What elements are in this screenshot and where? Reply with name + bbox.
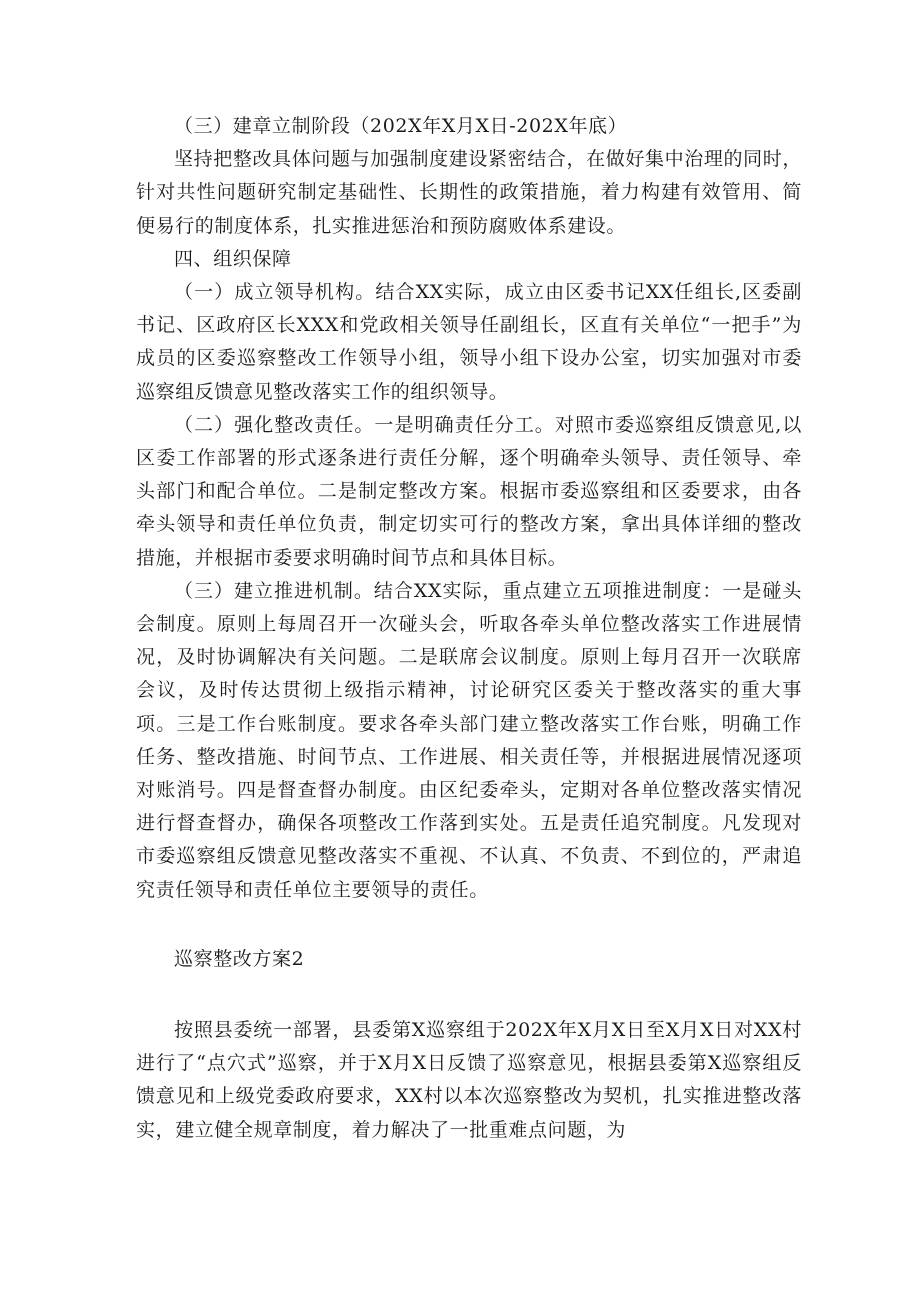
paragraph-plan-two-intro: 按照县委统一部署，县委第X巡察组于202X年X月X日至X月X日对XX村进行了“点穴式”巡察，并于X月X日反馈了巡察意见，根据县委第X巡察组反馈意见和上级党委政府要求，XX村以本次巡察整改为契机，扎实推进整改落实，建立健全规章制度，着力解决了一批重难点问题，为: [136, 1019, 802, 1141]
paragraph-mechanism: （三）建立推进机制。结合XX实际，重点建立五项推进制度：一是碰头会制度。原则上每周召开一次碰头会，听取各牵头单位整改落实工作进展情况，及时协调解决有关问题。二是联席会议制度。原则上每月召开一次联席会议，及时传达贯彻上级指示精神，讨论研究区委关于整改落实的重大事项。三是工作台账制度。要求各牵头部门建立整改落实工作台账，明确工作任务、整改措施、时间节点、工作进展、相关责任等，并根据进展情况逐项对账消号。四是督查督办制度。由区纪委牵头，定期对各单位整改落实情况进行督查督办，确保各项整改工作落到实处。五是责任追究制度。凡发现对市委巡察组反馈意见整改落实不重视、不认真、不负责、不到位的，严肃追究责任领导和责任单位主要领导的责任。: [136, 579, 802, 901]
heading-organization: 四、组织保障: [174, 247, 292, 270]
section-spacer: [136, 976, 802, 1014]
paragraph-leadership: （一）成立领导机构。结合XX实际，成立由区委书记XX任组长,区委副书记、区政府区长XXX和党政相关领导任副组长，区直有关单位“一把手”为成员的区委巡察整改工作领导小组，领导小组下设办公室，切实加强对市委巡察组反馈意见整改落实工作的组织领导。: [136, 281, 802, 403]
section-title: 巡察整改方案2: [174, 947, 305, 970]
paragraph-phase-three-body: 坚持把整改具体问题与加强制度建设紧密结合，在做好集中治理的同时，针对共性问题研究制定基础性、长期性的政策措施，着力构建有效管用、简便易行的制度体系，扎实推进惩治和预防腐败体系建设。: [136, 148, 802, 237]
section-spacer: [136, 907, 802, 943]
paragraph-responsibility: （二）强化整改责任。一是明确责任分工。对照市委巡察组反馈意见,以区委工作部署的形式逐条进行责任分解，逐个明确牵头领导、责任领导、牵头部门和配合单位。二是制定整改方案。根据市委巡察组和区委要求，由各牵头领导和责任单位负责，制定切实可行的整改方案，拿出具体详细的整改措施，并根据市委要求明确时间节点和具体目标。: [136, 413, 802, 569]
heading-phase-three: （三）建章立制阶段（202X年X月X日-202X年底）: [174, 115, 628, 137]
